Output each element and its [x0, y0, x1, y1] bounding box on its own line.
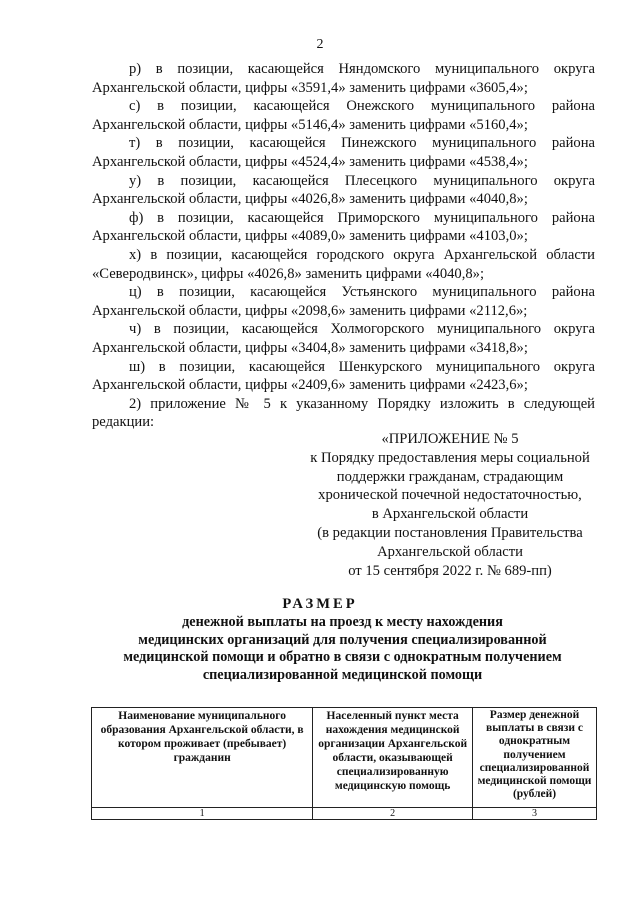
amendment-item: [92, 134, 595, 171]
column-number: 3: [473, 808, 597, 820]
appendix-line: поддержки гражданам, страдающим: [336, 468, 564, 485]
item-line-2: Архангельской области, цифры «3591,4» заменить цифрами «3605,4»;: [92, 79, 528, 96]
column-number: 2: [313, 808, 473, 820]
item-line-1: т) в позиции, касающейся Пинежского муниципального района: [129, 135, 595, 152]
page-number: 2: [316, 37, 324, 52]
subtitle-line: медицинских организаций для получения специализированной: [138, 631, 547, 648]
item-line-2: Архангельской области, цифры «4524,4» заменить цифрами «4538,4»;: [92, 153, 528, 170]
subtitle-line: медицинской помощи и обратно в связи с однократным получением: [123, 649, 562, 666]
item-line-1: р) в позиции, касающейся Няндомского муниципального округа: [129, 61, 595, 77]
header-municipality: Наименование муниципального образования Архангельской области, в котором проживает (пребывает) гражданин: [92, 708, 313, 808]
amendment-item: [92, 209, 595, 246]
item-line-1: ф) в позиции, касающейся Приморского муниципального района: [129, 209, 595, 226]
item-line-1: ч) в позиции, касающейся Холмогорского муниципального округа: [129, 321, 595, 338]
amendment-item: [92, 172, 595, 209]
item-line-1: х) в позиции, касающейся городского округа Архангельской области: [129, 246, 595, 263]
appendix-title: «ПРИЛОЖЕНИЕ № 5: [381, 431, 519, 447]
item-line-1: с) в позиции, касающейся Онежского муниципального района: [129, 98, 595, 115]
appendix-line: (в редакции постановления Правительства: [317, 524, 583, 541]
item-line-1: ш) в позиции, касающейся Шенкурского муниципального округа: [129, 358, 595, 375]
column-number: 1: [92, 808, 313, 820]
payment-table: [91, 707, 597, 820]
amendment-item: [92, 320, 595, 357]
item-line-1: у) в позиции, касающейся Плесецкого муниципального округа: [129, 172, 595, 189]
item-line-2: Архангельской области, цифры «4026,8» заменить цифрами «4040,8»;: [92, 191, 528, 208]
subtitle-line: специализированной медицинской помощи: [202, 666, 483, 683]
item-line-2: Архангельской области, цифры «3404,8» заменить цифрами «3418,8»;: [92, 339, 528, 356]
appendix-line: Архангельской области: [377, 543, 523, 560]
document-heading: РАЗМЕР: [282, 596, 358, 612]
header-payment-amount: Размер денежной выплаты в связи с однократным получением специализированной медицинской помощи (рублей): [473, 708, 597, 808]
amendment-item: [92, 97, 595, 134]
amendment-item: [92, 246, 595, 283]
appendix-line: от 15 сентября 2022 г. № 689-пп): [348, 562, 552, 579]
item-line-1: ц) в позиции, касающейся Устьянского муниципального района: [129, 284, 595, 301]
subtitle-line: денежной выплаты на проезд к месту нахождения: [182, 614, 503, 630]
amendment-item: [92, 395, 595, 432]
appendix-line: в Архангельской области: [371, 506, 529, 523]
table-header-row: [92, 708, 597, 808]
item-line-1: 2) приложение № 5 к указанному Порядку изложить в следующей: [129, 395, 595, 412]
amendment-list: [92, 60, 595, 432]
amendment-item: [92, 283, 595, 320]
header-settlement: Населенный пункт места нахождения медицинской организации Архангельской области, оказывающей специализированную медицинскую помощь: [313, 708, 473, 808]
item-line-2: Архангельской области, цифры «4089,0» заменить цифрами «4103,0»;: [92, 228, 528, 245]
item-line-2: Архангельской области, цифры «2409,6» заменить цифрами «2423,6»;: [92, 377, 528, 394]
item-line-2: Архангельской области, цифры «5146,4» заменить цифрами «5160,4»;: [92, 116, 528, 133]
amendment-item: [92, 358, 595, 395]
document-subtitle: [90, 614, 595, 684]
appendix-header: [290, 430, 610, 580]
item-line-2: Архангельской области, цифры «2098,6» заменить цифрами «2112,6»;: [92, 302, 528, 319]
appendix-line: хронической почечной недостаточностью,: [318, 487, 582, 504]
appendix-line: к Порядку предоставления меры социальной: [310, 449, 590, 466]
item-line-2: «Северодвинск», цифры «4026,8» заменить цифрами «4040,8»;: [92, 265, 485, 282]
amendment-item: [92, 60, 595, 97]
table-number-row: [92, 808, 597, 820]
item-line-2: редакции:: [92, 414, 155, 431]
